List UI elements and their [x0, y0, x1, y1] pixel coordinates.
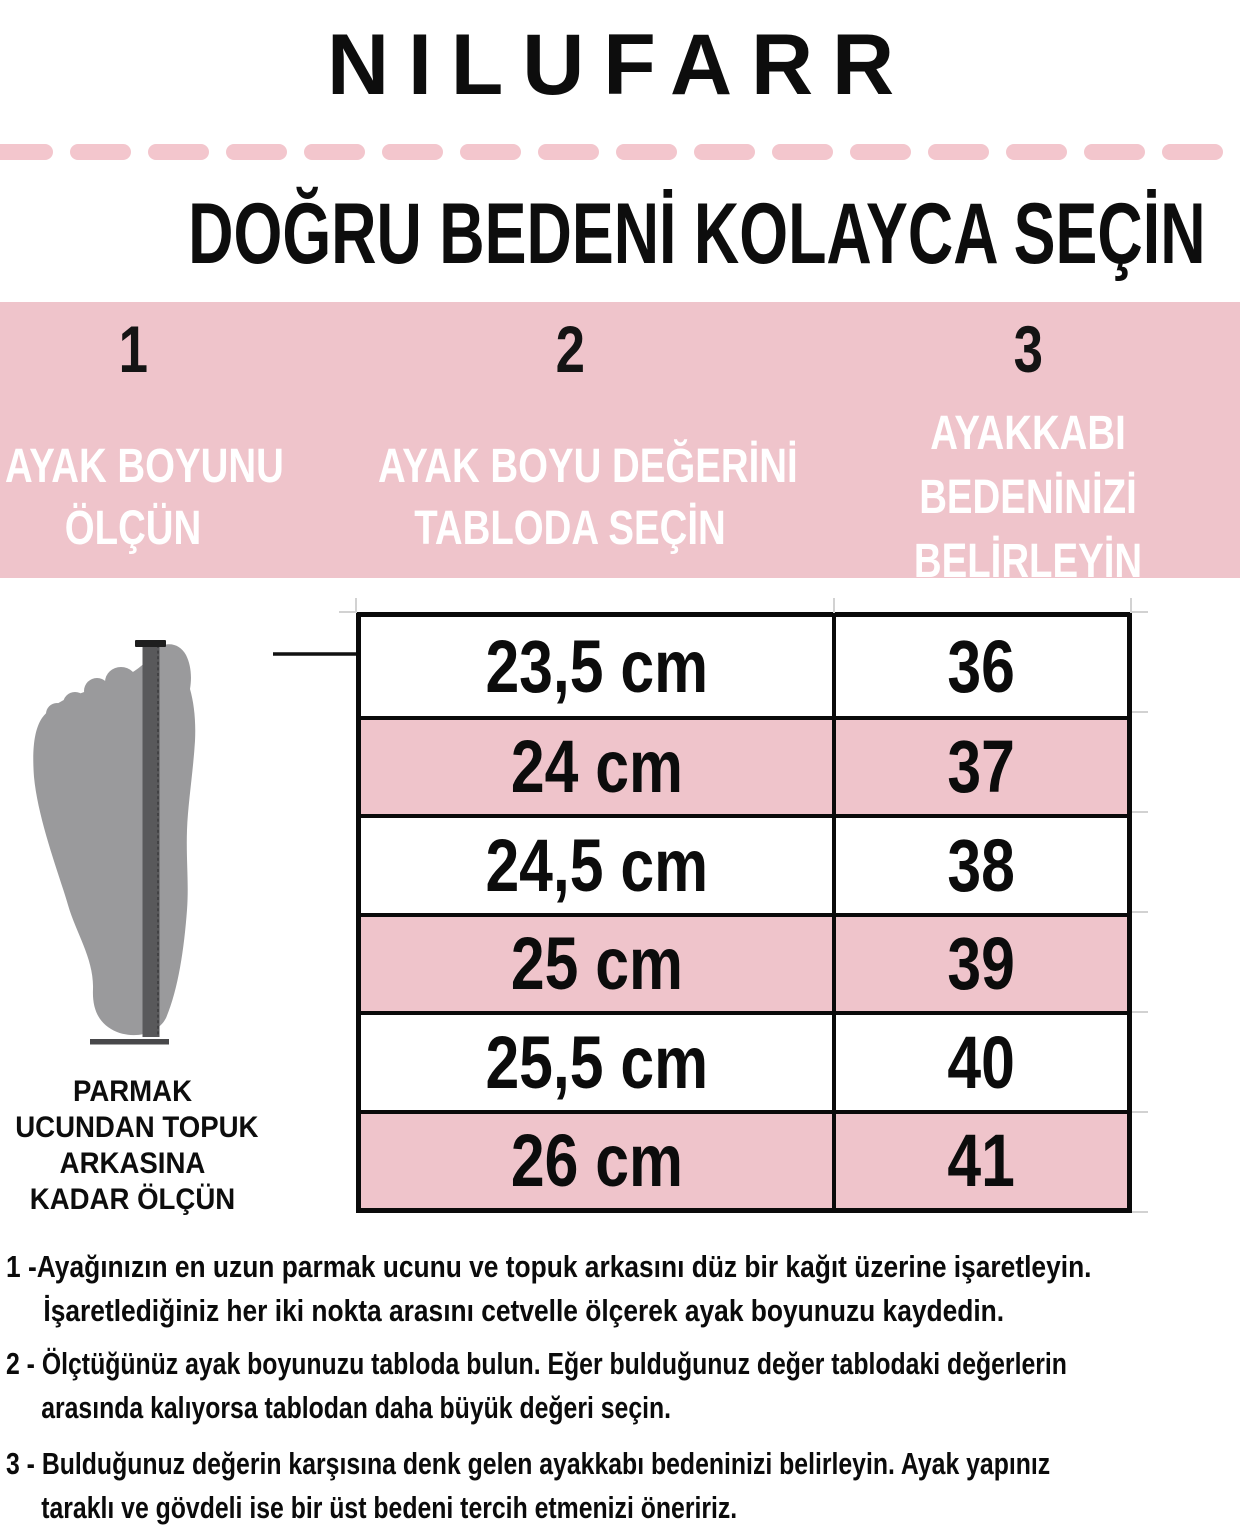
- table-cell-size: 39: [832, 913, 1127, 1012]
- step-3-number: 3: [1013, 312, 1043, 386]
- divider-dash: [772, 144, 833, 160]
- table-cell-size: 40: [832, 1011, 1127, 1110]
- table-cell-size: 38: [832, 814, 1127, 913]
- divider-dash: [694, 144, 755, 160]
- table-cell-foot-length: 26 cm: [361, 1110, 832, 1209]
- page-title-text: DOĞRU BEDENİ KOLAYCA SEÇİN: [188, 186, 1206, 282]
- divider-dash: [538, 144, 599, 160]
- step-3-label: AYAKKABI BEDENİNİZİ BELİRLEYİN: [913, 407, 1143, 588]
- step-2-number: 2: [555, 312, 585, 386]
- divider-dash: [460, 144, 521, 160]
- gridline-artifact: [1132, 1011, 1148, 1013]
- gridline-artifact: [1132, 811, 1148, 813]
- table-cell-foot-length: 24 cm: [361, 716, 832, 815]
- step-2-label: AYAK BOYU DEĞERİNİ TABLODA SEÇİN: [378, 440, 798, 555]
- foot-caption: PARMAK UCUNDAN TOPUK ARKASINA KADAR ÖLÇÜN: [15, 1075, 259, 1216]
- gridline-artifact: [1132, 611, 1148, 613]
- instruction-item-2: 2 - Ölçtüğünüz ayak boyunuzu tabloda bulun. Eğer bulduğunuz değer tablodaki değerlerin arasında kalıyorsa tablodan daha büyük değeri seçin.: [6, 1346, 1067, 1425]
- table-cell-foot-length: 25,5 cm: [361, 1011, 832, 1110]
- measuring-strip: [143, 642, 160, 1037]
- divider-dash: [928, 144, 989, 160]
- divider-dash: [850, 144, 911, 160]
- divider-dash: [382, 144, 443, 160]
- divider-dash: [70, 144, 131, 160]
- gridline-artifact: [1132, 911, 1148, 913]
- table-cell-foot-length: 25 cm: [361, 913, 832, 1012]
- gridline-artifact: [1132, 1211, 1148, 1213]
- size-table: [356, 612, 1132, 1213]
- divider-dash: [304, 144, 365, 160]
- gridline-artifact: [339, 611, 356, 613]
- divider-dash: [616, 144, 677, 160]
- table-cell-foot-length: 23,5 cm: [485, 624, 708, 708]
- table-cell-size: 36: [832, 617, 1127, 716]
- divider-dash: [0, 144, 53, 160]
- divider-dash: [1006, 144, 1067, 160]
- brand-logo: NILUFARR: [326, 17, 914, 113]
- divider-dash: [1084, 144, 1145, 160]
- step-1-label: AYAK BOYUNU ÖLÇÜN: [5, 440, 284, 555]
- table-cell-size: 41: [832, 1110, 1127, 1209]
- page-title: [0, 186, 1240, 307]
- gridline-artifact: [1132, 1111, 1148, 1113]
- divider-dash: [1162, 144, 1223, 160]
- instruction-item-3: 3 - Bulduğunuz değerin karşısına denk gelen ayakkabı bedeninizi belirleyin. Ayak yapınız taraklı ve gövdeli ise bir üst bedeni tercih etmenizi öneririz.: [6, 1446, 1051, 1525]
- steps-banner: [0, 302, 1240, 588]
- table-cell-foot-length: 24,5 cm: [361, 814, 832, 913]
- measure-bottom-line: [90, 1039, 169, 1045]
- table-cell-size: 37: [832, 716, 1127, 815]
- dashed-divider: [0, 144, 1240, 160]
- gridline-artifact: [1132, 711, 1148, 713]
- gridline-artifact: [833, 598, 835, 613]
- divider-dash: [226, 144, 287, 160]
- instruction-item-1: 1 -Ayağınızın en uzun parmak ucunu ve topuk arkasını düz bir kağıt üzerine işaretleyin. İşaretlediğiniz her iki nokta arasını cetvelle ölçerek ayak boyunuzu kaydedin.: [6, 1249, 1092, 1328]
- measure-top-cap: [135, 640, 166, 647]
- foot-measure-illustration: [20, 615, 240, 1055]
- step-1-number: 1: [118, 312, 148, 386]
- divider-dash: [148, 144, 209, 160]
